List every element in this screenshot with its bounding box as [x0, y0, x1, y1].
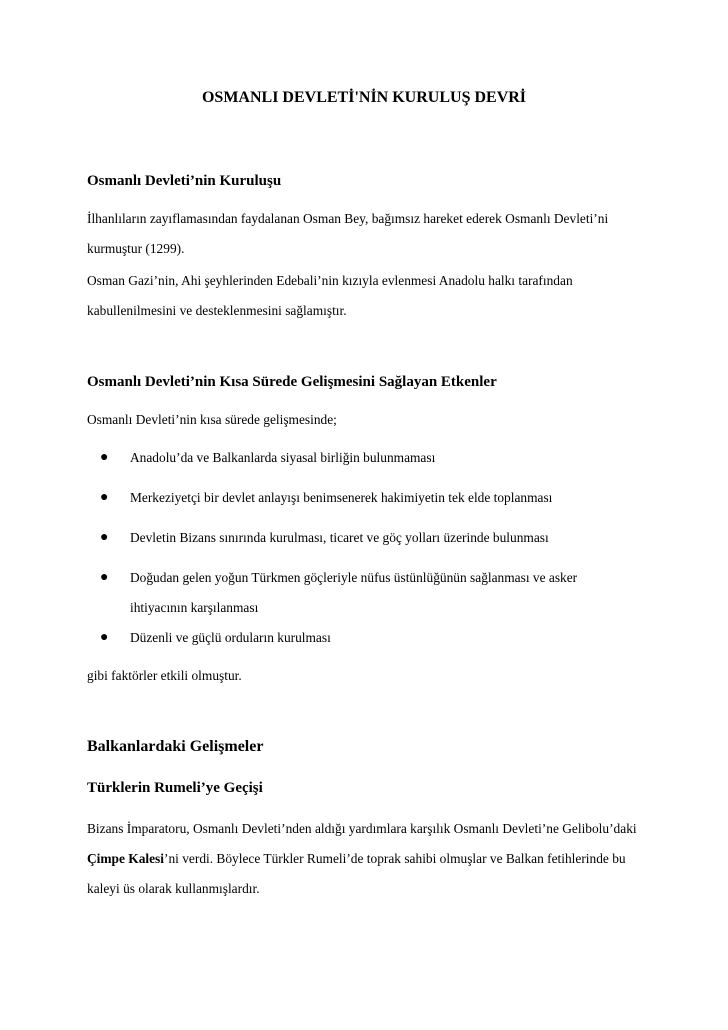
paragraph-kurulus-2: Osman Gazi’nin, Ahi şeyhlerinden Edebali’nin kızıyla evlenmesi Anadolu halkı tarafından kabullenilmesini ve desteklenmesini sağlamıştır.: [87, 273, 573, 318]
paragraph-text-before: Bizans İmparatoru, Osmanlı Devleti’nden aldığı yardımlara karşılık Osmanlı Devleti’ne Gelibolu’daki: [87, 821, 637, 836]
list-item-text: Anadolu’da ve Balkanlarda siyasal birliğin bulunmaması: [130, 450, 436, 465]
bullet-icon: ●: [100, 450, 109, 465]
list-item-text: Devletin Bizans sınırında kurulması, ticaret ve göç yolları üzerinde bulunması: [130, 530, 549, 545]
section-heading-etkenler: Osmanlı Devleti’nin Kısa Sürede Gelişmesini Sağlayan Etkenler: [87, 374, 497, 390]
list-item-text: Merkeziyetçi bir devlet anlayışı benimsenerek hakimiyetin tek elde toplanması: [130, 490, 553, 505]
list-item-text: Doğudan gelen yoğun Türkmen göçleriyle nüfus üstünlüğünün sağlanması ve asker ihtiyacının karşılanması: [130, 570, 578, 615]
list-item: [87, 523, 647, 553]
subsection-heading-rumeli: Türklerin Rumeli’ye Geçişi: [87, 780, 263, 796]
section-heading-kurulus: Osmanlı Devleti’nin Kuruluşu: [87, 173, 282, 189]
list-item: [87, 483, 647, 513]
list-item: [87, 443, 647, 473]
fortress-name: Çimpe Kalesi: [87, 851, 164, 866]
paragraph-balkan-1: [87, 814, 647, 904]
list-item: [87, 563, 647, 623]
bullet-icon: ●: [100, 630, 109, 645]
section-heading-balkan: Balkanlardaki Gelişmeler: [87, 738, 264, 755]
bullet-icon: ●: [100, 570, 109, 585]
bullet-icon: ●: [100, 530, 109, 545]
paragraph-kurulus-1: İlhanlıların zayıflamasından faydalanan Osman Bey, bağımsız hareket ederek Osmanlı Devleti’ni kurmuştur (1299).: [87, 211, 609, 256]
paragraph-etkenler-outro: gibi faktörler etkili olmuştur.: [87, 668, 242, 683]
paragraph-etkenler-intro: Osmanlı Devleti’nin kısa sürede gelişmesinde;: [87, 412, 337, 427]
list-item: [87, 623, 647, 653]
bullet-icon: ●: [100, 490, 109, 505]
list-item-text: Düzenli ve güçlü orduların kurulması: [130, 630, 331, 645]
document-title: OSMANLI DEVLETİ'NİN KURULUŞ DEVRİ: [201, 89, 527, 106]
paragraph-text-after: ’ni verdi. Böylece Türkler Rumeli’de toprak sahibi olmuşlar ve Balkan fetihlerinde bu kaleyi üs olarak kullanmışlardır.: [87, 851, 626, 896]
